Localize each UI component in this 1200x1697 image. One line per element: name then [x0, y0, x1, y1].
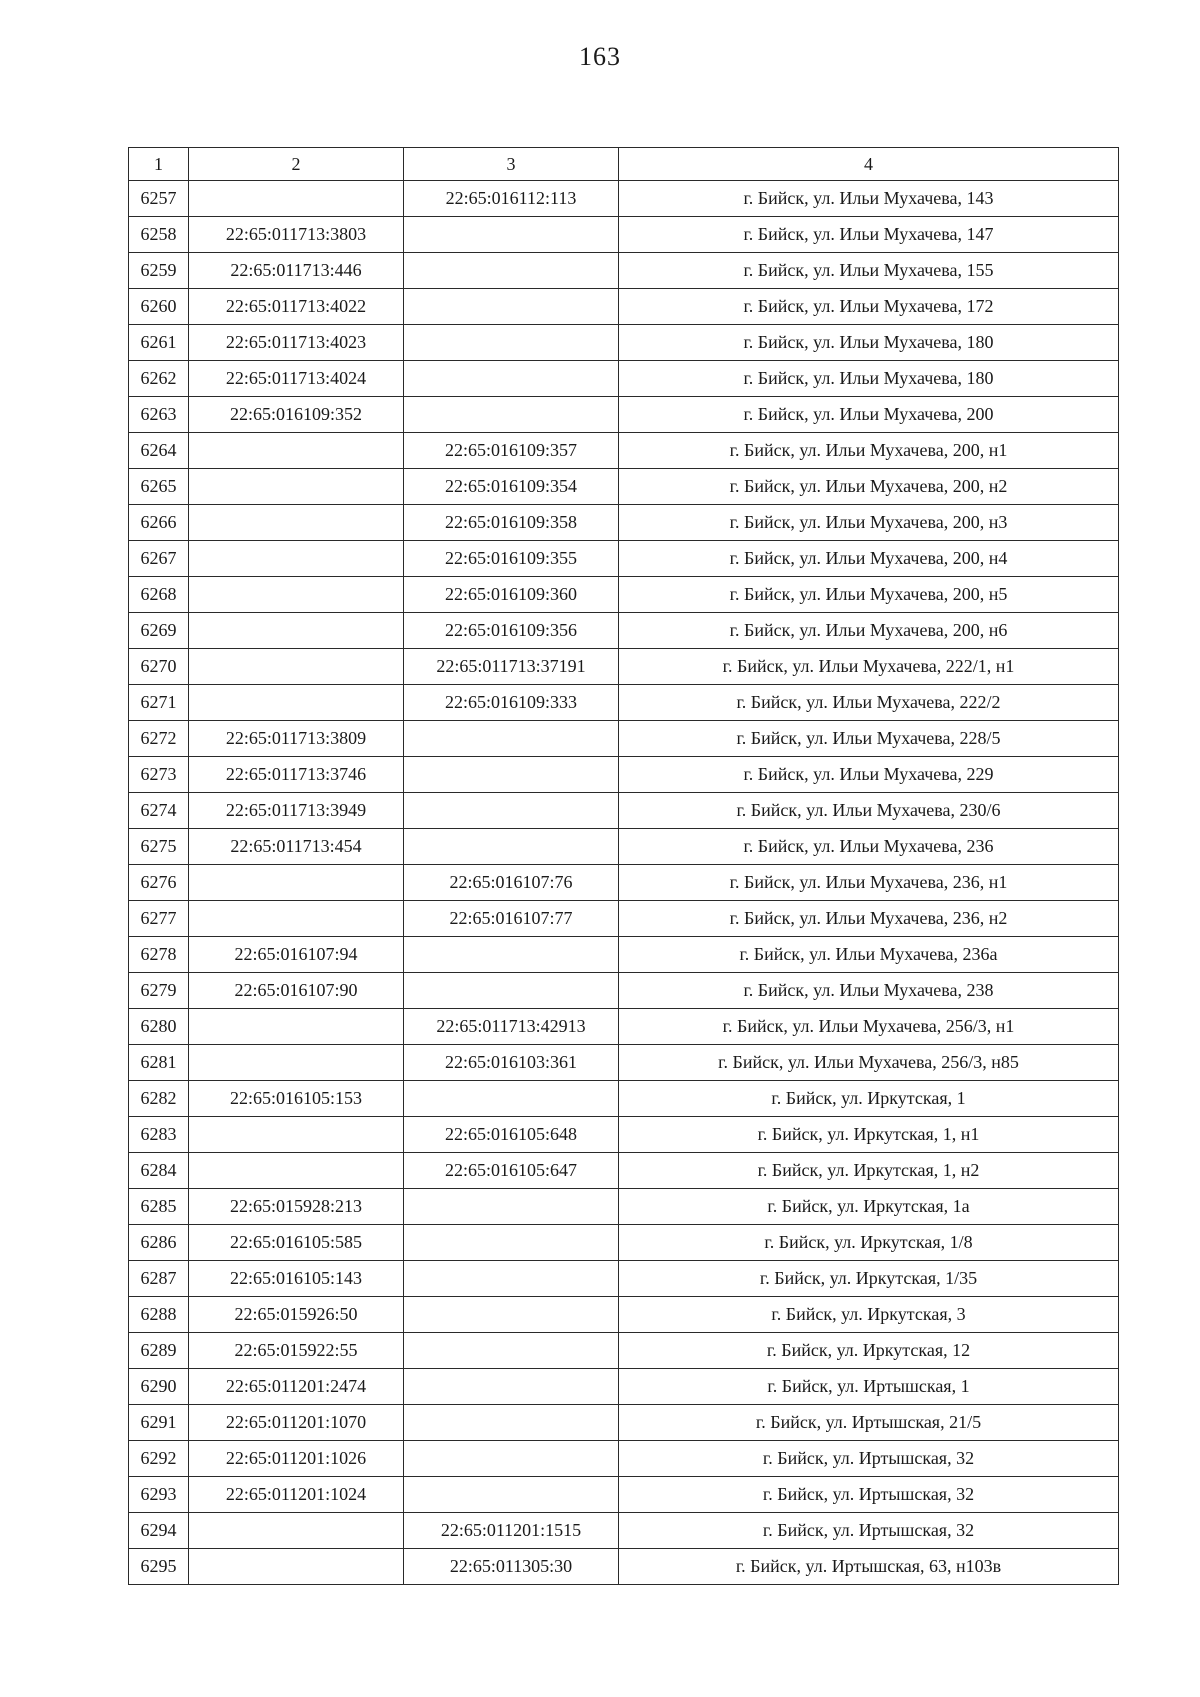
- row-number-cell: 6275: [129, 829, 189, 865]
- table-row: [129, 613, 1119, 649]
- table-row: [129, 1225, 1119, 1261]
- table-row: [129, 685, 1119, 721]
- address-cell: г. Бийск, ул. Ильи Мухачева, 200, н2: [619, 469, 1119, 505]
- address-cell: г. Бийск, ул. Ильи Мухачева, 236а: [619, 937, 1119, 973]
- address-cell: г. Бийск, ул. Иртышская, 32: [619, 1477, 1119, 1513]
- address-cell: г. Бийск, ул. Ильи Мухачева, 230/6: [619, 793, 1119, 829]
- table-row: [129, 901, 1119, 937]
- table-row: [129, 1045, 1119, 1081]
- table-body: [129, 181, 1119, 1585]
- building-number-cell: 22:65:016105:648: [404, 1117, 619, 1153]
- land-parcel-number-cell: 22:65:011201:1024: [189, 1477, 404, 1513]
- row-number-cell: 6258: [129, 217, 189, 253]
- address-cell: г. Бийск, ул. Ильи Мухачева, 238: [619, 973, 1119, 1009]
- land-parcel-number-cell: [189, 1549, 404, 1585]
- table-row: [129, 1333, 1119, 1369]
- land-parcel-number-cell: 22:65:016107:90: [189, 973, 404, 1009]
- building-number-cell: 22:65:016112:113: [404, 181, 619, 217]
- land-parcel-number-cell: 22:65:016105:153: [189, 1081, 404, 1117]
- table-row: [129, 217, 1119, 253]
- land-parcel-number-cell: 22:65:011713:4023: [189, 325, 404, 361]
- building-number-cell: [404, 361, 619, 397]
- table-row: [129, 973, 1119, 1009]
- land-parcel-number-cell: [189, 181, 404, 217]
- address-cell: г. Бийск, ул. Иркутская, 12: [619, 1333, 1119, 1369]
- row-number-cell: 6289: [129, 1333, 189, 1369]
- building-number-cell: 22:65:016109:358: [404, 505, 619, 541]
- row-number-cell: 6284: [129, 1153, 189, 1189]
- land-parcel-number-cell: 22:65:016107:94: [189, 937, 404, 973]
- building-number-cell: [404, 793, 619, 829]
- address-cell: г. Бийск, ул. Ильи Мухачева, 236: [619, 829, 1119, 865]
- building-number-cell: [404, 217, 619, 253]
- row-number-cell: 6271: [129, 685, 189, 721]
- row-number-cell: 6260: [129, 289, 189, 325]
- building-number-cell: 22:65:016107:77: [404, 901, 619, 937]
- building-number-cell: 22:65:016109:333: [404, 685, 619, 721]
- row-number-cell: 6273: [129, 757, 189, 793]
- address-cell: г. Бийск, ул. Иркутская, 1/8: [619, 1225, 1119, 1261]
- building-number-cell: 22:65:011713:37191: [404, 649, 619, 685]
- address-cell: г. Бийск, ул. Иркутская, 1/35: [619, 1261, 1119, 1297]
- row-number-cell: 6288: [129, 1297, 189, 1333]
- row-number-cell: 6272: [129, 721, 189, 757]
- address-cell: г. Бийск, ул. Ильи Мухачева, 143: [619, 181, 1119, 217]
- address-cell: г. Бийск, ул. Ильи Мухачева, 256/3, н1: [619, 1009, 1119, 1045]
- address-cell: г. Бийск, ул. Ильи Мухачева, 200: [619, 397, 1119, 433]
- table-row: [129, 361, 1119, 397]
- header-cell-col-2: 2: [189, 148, 404, 181]
- table-row: [129, 541, 1119, 577]
- row-number-cell: 6269: [129, 613, 189, 649]
- address-cell: г. Бийск, ул. Иркутская, 1, н1: [619, 1117, 1119, 1153]
- address-cell: г. Бийск, ул. Иркутская, 1: [619, 1081, 1119, 1117]
- land-parcel-number-cell: 22:65:016105:585: [189, 1225, 404, 1261]
- building-number-cell: [404, 1261, 619, 1297]
- table-row: [129, 649, 1119, 685]
- registry-table: [128, 147, 1119, 1585]
- row-number-cell: 6283: [129, 1117, 189, 1153]
- page-number: 163: [579, 42, 621, 71]
- row-number-cell: 6268: [129, 577, 189, 613]
- building-number-cell: [404, 325, 619, 361]
- table-row: [129, 1153, 1119, 1189]
- building-number-cell: [404, 289, 619, 325]
- row-number-cell: 6270: [129, 649, 189, 685]
- row-number-cell: 6286: [129, 1225, 189, 1261]
- table-row: [129, 1405, 1119, 1441]
- land-parcel-number-cell: 22:65:011201:1070: [189, 1405, 404, 1441]
- building-number-cell: [404, 1441, 619, 1477]
- land-parcel-number-cell: [189, 1009, 404, 1045]
- building-number-cell: [404, 973, 619, 1009]
- address-cell: г. Бийск, ул. Ильи Мухачева, 155: [619, 253, 1119, 289]
- row-number-cell: 6290: [129, 1369, 189, 1405]
- table-row: [129, 1189, 1119, 1225]
- building-number-cell: [404, 1081, 619, 1117]
- address-cell: г. Бийск, ул. Ильи Мухачева, 200, н4: [619, 541, 1119, 577]
- row-number-cell: 6259: [129, 253, 189, 289]
- building-number-cell: 22:65:016109:354: [404, 469, 619, 505]
- table-row: [129, 829, 1119, 865]
- row-number-cell: 6281: [129, 1045, 189, 1081]
- row-number-cell: 6261: [129, 325, 189, 361]
- building-number-cell: 22:65:011713:42913: [404, 1009, 619, 1045]
- table-row: [129, 325, 1119, 361]
- row-number-cell: 6277: [129, 901, 189, 937]
- address-cell: г. Бийск, ул. Ильи Мухачева, 222/2: [619, 685, 1119, 721]
- table-row: [129, 469, 1119, 505]
- header-cell-col-3: 3: [404, 148, 619, 181]
- header-cell-col-4: 4: [619, 148, 1119, 181]
- building-number-cell: [404, 1477, 619, 1513]
- land-parcel-number-cell: [189, 469, 404, 505]
- table-row: [129, 1297, 1119, 1333]
- table-row: [129, 253, 1119, 289]
- table-row: [129, 1369, 1119, 1405]
- land-parcel-number-cell: 22:65:015922:55: [189, 1333, 404, 1369]
- row-number-cell: 6293: [129, 1477, 189, 1513]
- row-number-cell: 6295: [129, 1549, 189, 1585]
- land-parcel-number-cell: 22:65:016105:143: [189, 1261, 404, 1297]
- table-row: [129, 433, 1119, 469]
- address-cell: г. Бийск, ул. Ильи Мухачева, 200, н6: [619, 613, 1119, 649]
- table-row: [129, 1549, 1119, 1585]
- header-row: [129, 148, 1119, 181]
- header-cell-col-1: 1: [129, 148, 189, 181]
- land-parcel-number-cell: 22:65:011201:2474: [189, 1369, 404, 1405]
- land-parcel-number-cell: 22:65:011713:454: [189, 829, 404, 865]
- land-parcel-number-cell: 22:65:011713:4024: [189, 361, 404, 397]
- building-number-cell: [404, 1225, 619, 1261]
- row-number-cell: 6265: [129, 469, 189, 505]
- land-parcel-number-cell: 22:65:011713:446: [189, 253, 404, 289]
- building-number-cell: [404, 721, 619, 757]
- land-parcel-number-cell: [189, 577, 404, 613]
- building-number-cell: [404, 1333, 619, 1369]
- building-number-cell: [404, 937, 619, 973]
- land-parcel-number-cell: 22:65:011713:3809: [189, 721, 404, 757]
- table-row: [129, 1477, 1119, 1513]
- address-cell: г. Бийск, ул. Ильи Мухачева, 180: [619, 325, 1119, 361]
- land-parcel-number-cell: 22:65:015928:213: [189, 1189, 404, 1225]
- land-parcel-number-cell: [189, 433, 404, 469]
- address-cell: г. Бийск, ул. Иртышская, 32: [619, 1441, 1119, 1477]
- row-number-cell: 6264: [129, 433, 189, 469]
- table-row: [129, 1117, 1119, 1153]
- address-cell: г. Бийск, ул. Ильи Мухачева, 228/5: [619, 721, 1119, 757]
- row-number-cell: 6276: [129, 865, 189, 901]
- address-cell: г. Бийск, ул. Иртышская, 63, н103в: [619, 1549, 1119, 1585]
- building-number-cell: 22:65:011305:30: [404, 1549, 619, 1585]
- row-number-cell: 6257: [129, 181, 189, 217]
- building-number-cell: [404, 1297, 619, 1333]
- land-parcel-number-cell: 22:65:011713:3746: [189, 757, 404, 793]
- building-number-cell: 22:65:016109:360: [404, 577, 619, 613]
- building-number-cell: 22:65:016105:647: [404, 1153, 619, 1189]
- address-cell: г. Бийск, ул. Ильи Мухачева, 147: [619, 217, 1119, 253]
- land-parcel-number-cell: [189, 1117, 404, 1153]
- table-row: [129, 937, 1119, 973]
- table-row: [129, 721, 1119, 757]
- land-parcel-number-cell: [189, 1153, 404, 1189]
- land-parcel-number-cell: [189, 865, 404, 901]
- address-cell: г. Бийск, ул. Иртышская, 21/5: [619, 1405, 1119, 1441]
- row-number-cell: 6262: [129, 361, 189, 397]
- row-number-cell: 6282: [129, 1081, 189, 1117]
- table-row: [129, 757, 1119, 793]
- address-cell: г. Бийск, ул. Иркутская, 1а: [619, 1189, 1119, 1225]
- table-row: [129, 1009, 1119, 1045]
- building-number-cell: [404, 1405, 619, 1441]
- address-cell: г. Бийск, ул. Ильи Мухачева, 236, н1: [619, 865, 1119, 901]
- table-row: [129, 505, 1119, 541]
- land-parcel-number-cell: [189, 613, 404, 649]
- address-cell: г. Бийск, ул. Ильи Мухачева, 200, н5: [619, 577, 1119, 613]
- land-parcel-number-cell: 22:65:015926:50: [189, 1297, 404, 1333]
- building-number-cell: 22:65:011201:1515: [404, 1513, 619, 1549]
- land-parcel-number-cell: 22:65:011713:3949: [189, 793, 404, 829]
- row-number-cell: 6263: [129, 397, 189, 433]
- table-row: [129, 577, 1119, 613]
- address-cell: г. Бийск, ул. Ильи Мухачева, 200, н1: [619, 433, 1119, 469]
- table-row: [129, 181, 1119, 217]
- row-number-cell: 6285: [129, 1189, 189, 1225]
- building-number-cell: [404, 397, 619, 433]
- building-number-cell: [404, 1369, 619, 1405]
- land-parcel-number-cell: [189, 649, 404, 685]
- address-cell: г. Бийск, ул. Иртышская, 32: [619, 1513, 1119, 1549]
- building-number-cell: [404, 757, 619, 793]
- address-cell: г. Бийск, ул. Ильи Мухачева, 256/3, н85: [619, 1045, 1119, 1081]
- address-cell: г. Бийск, ул. Ильи Мухачева, 172: [619, 289, 1119, 325]
- land-parcel-number-cell: 22:65:016109:352: [189, 397, 404, 433]
- table-row: [129, 397, 1119, 433]
- building-number-cell: [404, 1189, 619, 1225]
- land-parcel-number-cell: [189, 541, 404, 577]
- row-number-cell: 6294: [129, 1513, 189, 1549]
- table-row: [129, 793, 1119, 829]
- address-cell: г. Бийск, ул. Иркутская, 3: [619, 1297, 1119, 1333]
- table-row: [129, 865, 1119, 901]
- row-number-cell: 6291: [129, 1405, 189, 1441]
- row-number-cell: 6267: [129, 541, 189, 577]
- land-parcel-number-cell: [189, 505, 404, 541]
- row-number-cell: 6279: [129, 973, 189, 1009]
- row-number-cell: 6287: [129, 1261, 189, 1297]
- address-cell: г. Бийск, ул. Иртышская, 1: [619, 1369, 1119, 1405]
- land-parcel-number-cell: [189, 1513, 404, 1549]
- building-number-cell: 22:65:016109:357: [404, 433, 619, 469]
- row-number-cell: 6278: [129, 937, 189, 973]
- land-parcel-number-cell: 22:65:011713:3803: [189, 217, 404, 253]
- row-number-cell: 6266: [129, 505, 189, 541]
- address-cell: г. Бийск, ул. Ильи Мухачева, 180: [619, 361, 1119, 397]
- building-number-cell: 22:65:016107:76: [404, 865, 619, 901]
- table-header: [129, 148, 1119, 181]
- table-row: [129, 1081, 1119, 1117]
- land-parcel-number-cell: [189, 901, 404, 937]
- address-cell: г. Бийск, ул. Ильи Мухачева, 200, н3: [619, 505, 1119, 541]
- building-number-cell: [404, 829, 619, 865]
- address-cell: г. Бийск, ул. Иркутская, 1, н2: [619, 1153, 1119, 1189]
- address-cell: г. Бийск, ул. Ильи Мухачева, 229: [619, 757, 1119, 793]
- land-parcel-number-cell: 22:65:011201:1026: [189, 1441, 404, 1477]
- land-parcel-number-cell: [189, 1045, 404, 1081]
- building-number-cell: 22:65:016109:356: [404, 613, 619, 649]
- building-number-cell: [404, 253, 619, 289]
- row-number-cell: 6274: [129, 793, 189, 829]
- building-number-cell: 22:65:016103:361: [404, 1045, 619, 1081]
- land-parcel-number-cell: [189, 685, 404, 721]
- building-number-cell: 22:65:016109:355: [404, 541, 619, 577]
- table-row: [129, 1441, 1119, 1477]
- row-number-cell: 6280: [129, 1009, 189, 1045]
- address-cell: г. Бийск, ул. Ильи Мухачева, 236, н2: [619, 901, 1119, 937]
- address-cell: г. Бийск, ул. Ильи Мухачева, 222/1, н1: [619, 649, 1119, 685]
- table-row: [129, 289, 1119, 325]
- table-row: [129, 1261, 1119, 1297]
- table-row: [129, 1513, 1119, 1549]
- land-parcel-number-cell: 22:65:011713:4022: [189, 289, 404, 325]
- row-number-cell: 6292: [129, 1441, 189, 1477]
